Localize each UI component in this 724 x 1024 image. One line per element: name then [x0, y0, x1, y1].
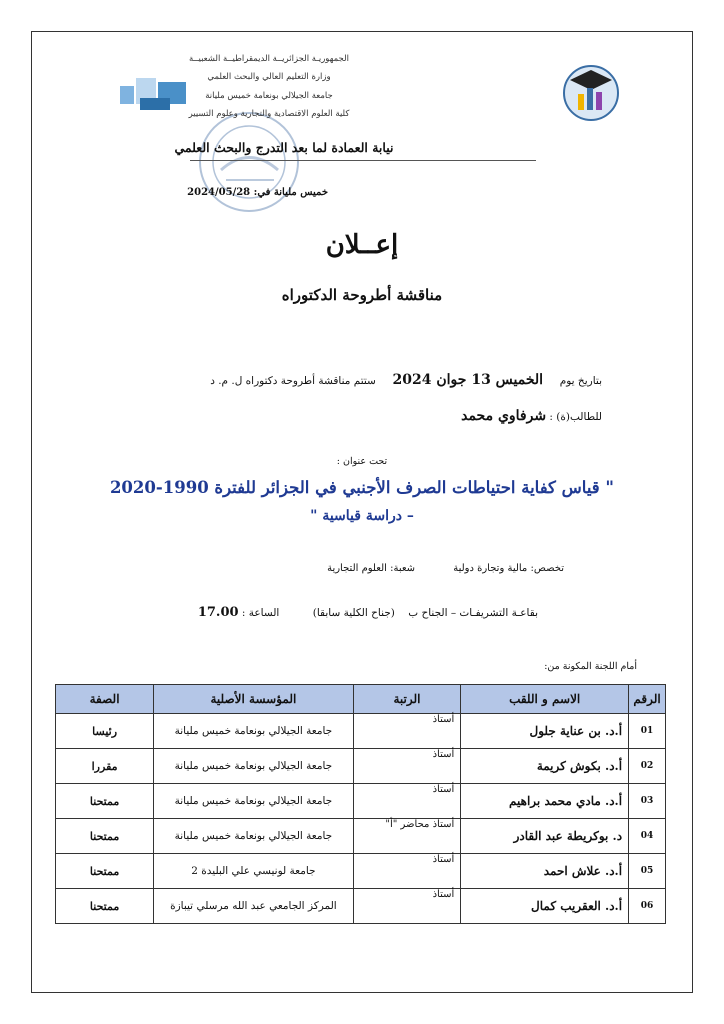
branch-value: العلوم التجارية [327, 563, 387, 574]
header-divider [190, 160, 536, 161]
table-row [56, 819, 666, 854]
row-rank: أستاذ [353, 854, 461, 889]
row-rank: أستاذ [353, 714, 461, 749]
table-header-row [56, 685, 666, 714]
row-institution: جامعة لونيسي علي البليدة 2 [154, 854, 353, 889]
announcement-suffix: ستتم مناقشة أطروحة دكتوراه ل. م. د [210, 375, 376, 387]
row-num: 02 [629, 749, 666, 784]
row-name: أ.د. بن عناية جلول [461, 714, 629, 749]
time-label: الساعة : [241, 607, 280, 619]
vice-deanship: نيابة العمادة لما بعد التدرج والبحث العلمي [174, 140, 394, 155]
row-name: أ.د. مادي محمد براهيم [461, 784, 629, 819]
specialty-line [164, 563, 564, 574]
header-ministry: وزارة التعليم العالي والبحث العلمي [207, 72, 331, 82]
thesis-title-line-1: " قياس كفاية احتياطات الصرف الأجنبي في الجزائر للفترة 1990-2020 [109, 478, 615, 497]
header-institution: المؤسسة الأصلية [154, 685, 353, 714]
announcement-date-line [82, 372, 602, 388]
page-title: إعــلان [325, 230, 399, 260]
table-row [56, 784, 666, 819]
row-num: 06 [629, 889, 666, 924]
row-num: 05 [629, 854, 666, 889]
thesis-title-line-2: – دراسة قياسية " [310, 508, 414, 524]
header-rank: الرتبة [353, 685, 461, 714]
venue-note: (جناح الكلية سابقا) [312, 607, 395, 619]
time-value: 17.00 [197, 605, 239, 620]
row-rank: أستاذ [353, 784, 461, 819]
specialty-label: تخصص: [530, 563, 564, 574]
table-row [56, 854, 666, 889]
row-rank: أستاذ [353, 889, 461, 924]
row-role: ممتحنا [56, 784, 154, 819]
under-title-label: تحت عنوان : [336, 456, 388, 467]
row-rank: أستاذ [353, 749, 461, 784]
row-num: 03 [629, 784, 666, 819]
row-institution: جامعة الجيلالي بونعامة خميس مليانة [154, 784, 353, 819]
header-republic: الجمهوريـة الجزائريــة الديمقراطيــة الشعبيــة [189, 54, 349, 64]
row-name: د. بوكريطة عبد القادر [461, 819, 629, 854]
official-stamp [196, 110, 302, 214]
header-university: جامعة الجيلالي بونعامة خميس مليانة [205, 91, 333, 101]
specialty-value: مالية وتجارة دولية [453, 563, 528, 574]
venue-line [98, 605, 538, 620]
defense-date: الخميس 13 جوان 2024 [392, 372, 544, 388]
row-role: ممتحنا [56, 854, 154, 889]
row-institution: المركز الجامعي عبد الله مرسلي تيبازة [154, 889, 353, 924]
row-role: ممتحنا [56, 819, 154, 854]
header-faculty: كلية العلوم الاقتصادية والتجارية وعلوم التسيير [188, 109, 350, 119]
branch-label: شعبة: [390, 563, 416, 574]
student-line [82, 408, 602, 424]
row-role: رئيسا [56, 714, 154, 749]
row-role: ممتحنا [56, 889, 154, 924]
row-num: 01 [629, 714, 666, 749]
committee-intro: أمام اللجنة المكونة من: [544, 661, 637, 672]
table-row [56, 749, 666, 784]
student-name: شرفاوي محمد [461, 408, 547, 424]
row-name: أ.د. علاش احمد [461, 854, 629, 889]
university-logo [562, 64, 620, 122]
header-num: الرقم [629, 685, 666, 714]
table-row [56, 714, 666, 749]
header-role: الصفة [56, 685, 154, 714]
header-name: الاسم و اللقب [461, 685, 629, 714]
row-rank: أستاذ محاضر "أ" [353, 819, 461, 854]
row-institution: جامعة الجيلالي بونعامة خميس مليانة [154, 714, 353, 749]
student-label: للطالب(ة) : [549, 411, 602, 423]
row-name: أ.د. بكوش كريمة [461, 749, 629, 784]
document-date: خميس مليانة في: 2024/05/28 [187, 187, 328, 198]
table-row [56, 889, 666, 924]
row-institution: جامعة الجيلالي بونعامة خميس مليانة [154, 819, 353, 854]
announcement-prefix: بتاريخ يوم [559, 375, 602, 387]
row-num: 04 [629, 819, 666, 854]
row-institution: جامعة الجيلالي بونعامة خميس مليانة [154, 749, 353, 784]
page-subtitle: مناقشة أطروحة الدكتوراه [281, 286, 443, 304]
row-role: مقررا [56, 749, 154, 784]
row-name: أ.د. العقريب كمال [461, 889, 629, 924]
venue-place: بقاعـة التشريفـات – الجناح ب [408, 607, 538, 619]
jury-table [55, 684, 666, 924]
